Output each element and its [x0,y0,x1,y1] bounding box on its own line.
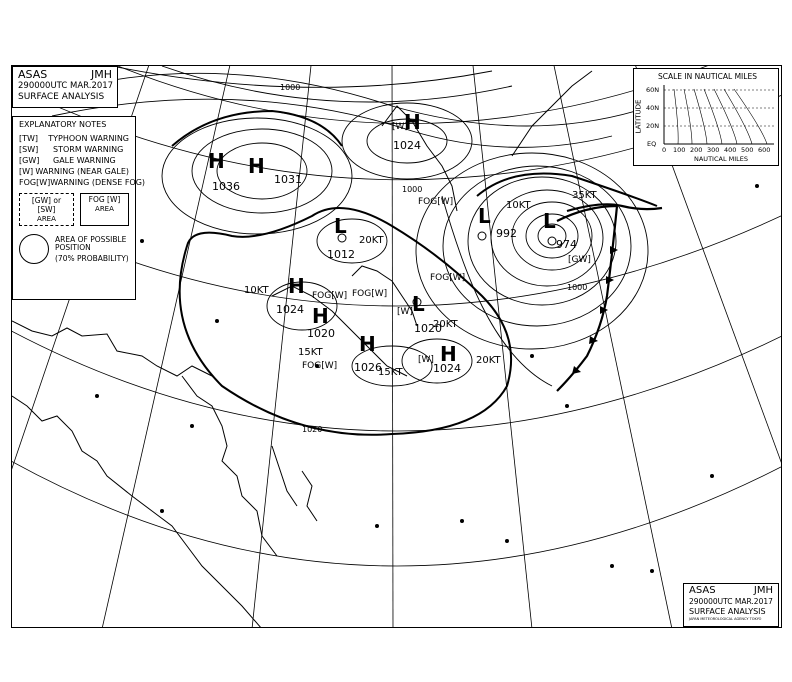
possible-title-1: AREA OF POSSIBLE [55,234,127,244]
latitude-circle [12,456,782,566]
isobar [443,166,631,326]
weather-chart-frame [11,65,782,628]
legend-code: [SW] [19,145,39,154]
scale-x-label: 200 [690,146,703,154]
coastline [12,321,212,376]
isobar-1000 [172,111,342,146]
wind-speed-label: 35KT [572,190,597,201]
warning-area-sample [19,193,74,226]
pressure-value: 1026 [354,361,382,374]
station-dot [755,184,759,188]
warning-label: [W] [392,122,408,132]
scale-x-title: NAUTICAL MILES [694,155,749,163]
area-sample-sw: [SW] [37,205,56,214]
scale-lat-label: 40N [646,104,660,112]
cold-front-triangle [610,246,618,254]
scale-curve [704,89,722,144]
warning-label: FOG[W] [418,197,454,207]
scale-x-label: 0 [662,146,667,154]
station-dot [530,354,534,358]
scale-curve [724,89,752,144]
possible-position-circle [19,234,49,264]
station-dot [505,539,509,543]
station-dot [190,424,194,428]
isobar-1020 [180,204,511,435]
possible-position-sample [19,234,129,264]
pressure-symbol: H [440,342,457,366]
station-dot [565,404,569,408]
legend-area-samples [19,193,129,226]
legend-text: WARNING (NEAR GALE) [35,167,129,176]
legend-item [19,157,129,165]
legend-text: WARNING (DENSE FOG) [50,178,146,187]
legend-item [19,146,129,154]
pressure-symbol: L [412,292,425,316]
warning-label: [W] [397,307,413,317]
pressure-value: 1020 [307,327,335,340]
scale-lat-label: 60N [646,86,660,94]
station-dot [460,519,464,523]
pressure-symbol: L [478,204,491,228]
wind-speed-label: 20KT [433,319,458,330]
isobar-label: 1000 [567,283,588,292]
latitude-circle [12,326,782,431]
pressure-value: 1024 [276,303,304,316]
explanatory-notes-legend [12,116,146,300]
wind-speed-label: 10KT [506,200,531,211]
pressure-value: 1024 [393,139,421,152]
coastline [302,471,317,521]
low-center-marker [548,237,556,245]
area-sample-gw: [GW] [31,196,51,205]
legend-text: GALE WARNING [53,156,116,165]
pressure-symbol: L [334,214,347,238]
possible-title-2: POSITION [55,243,91,253]
station-dot [710,474,714,478]
scale-curve [734,89,767,144]
coastline [512,71,592,156]
pressure-value: 1036 [212,180,240,193]
station-dot [650,569,654,573]
isobar [112,66,492,87]
footer-chart-type: SURFACE ANALYSIS [689,606,766,616]
coastline [272,446,297,506]
scale-x-label: 100 [673,146,686,154]
station-dot [610,564,614,568]
legend-item [19,168,129,176]
possible-probability: (70% PROBABILITY) [55,253,129,263]
pressure-value: 992 [496,227,517,240]
legend-title: EXPLANATORY NOTES [19,120,107,129]
station-plots [95,184,759,573]
pressure-symbol: H [248,154,265,178]
footer-credit: JAPAN METEOROLOGICAL AGENCY TOKYO [689,616,762,621]
pressure-value: 1024 [433,362,461,375]
warning-label: FOG[W] [312,291,348,301]
footer-title-box [683,583,779,627]
footer-product-code: ASAS [689,585,716,596]
pressure-symbol: H [208,149,225,173]
fog-area-sample [80,193,129,226]
wind-speed-label: 20KT [476,355,501,366]
scale-lat-label: 20N [646,122,660,130]
header-product-code: ASAS [18,68,48,81]
header-chart-type: SURFACE ANALYSIS [18,91,105,102]
warning-label: FOG[W] [430,273,466,283]
wind-speed-label: 15KT [378,367,403,378]
coastline [12,396,262,628]
isobar [402,339,472,383]
pressure-value: 1020 [414,322,442,335]
warning-label: FOG[W] [352,289,388,299]
legend-code: [W] [19,167,34,176]
isobar-1000 [477,174,657,207]
warning-label: FOG[W] [302,361,338,371]
low-center-marker [478,232,486,240]
header-title-box [12,66,118,108]
scale-lat-label: EQ [647,140,657,148]
header-valid-time: 290000UTC MAR.2017 [18,81,114,91]
pressure-value: 1012 [327,248,355,261]
area-sample-or: or [53,196,62,205]
legend-text: TYPHOON WARNING [48,134,129,143]
scale-x-label: 400 [724,146,737,154]
legend-item [19,178,146,187]
fog-sample-label: AREA [95,204,114,213]
footer-valid-time: 290000UTC MAR.2017 [689,597,773,606]
isobar-label: 1020 [302,425,323,434]
wind-speed-label: 15KT [298,347,323,358]
pressure-symbol: H [312,304,329,328]
pressure-symbol: H [404,110,421,134]
station-dot [140,239,144,243]
pressure-symbol: H [359,332,376,356]
station-dot [375,524,379,528]
pressure-symbol: H [288,274,305,298]
pressure-value: 974 [556,238,577,251]
isobar [162,66,512,102]
scale-x-label: 500 [741,146,754,154]
wind-speed-label: 20KT [359,235,384,246]
legend-text: STORM WARNING [53,145,124,154]
wind-speed-label: 10KT [244,285,269,296]
nautical-mile-scale-box [633,68,779,166]
station-dot [160,509,164,513]
footer-agency-code: JMH [753,585,773,596]
header-agency-code: JMH [90,68,112,81]
scale-curve [694,89,707,144]
scale-curve [674,89,678,144]
station-dot [215,319,219,323]
scale-x-label: 300 [707,146,720,154]
scale-curve [684,89,692,144]
legend-code: FOG[W] [19,178,51,187]
pressure-symbol: L [543,209,556,233]
warning-label: [W] [418,355,434,365]
isobar-label: 1000 [280,83,301,92]
scale-title: SCALE IN NAUTICAL MILES [658,72,757,81]
station-dot [95,394,99,398]
meridian [472,66,532,628]
scale-latitude-title: LATITUDE [634,99,643,134]
isobar-label: 1000 [402,185,423,194]
legend-code: [GW] [19,156,40,165]
scale-curve [714,89,737,144]
pressure-value: 1031 [274,173,302,186]
legend-code: [TW] [19,134,39,143]
area-sample-label: AREA [37,215,56,223]
legend-item [19,135,129,143]
fog-sample-text: FOG [W] [88,195,121,204]
bold-isobars [172,111,660,435]
warning-label: [GW] [568,255,591,265]
scale-x-label: 600 [758,146,771,154]
